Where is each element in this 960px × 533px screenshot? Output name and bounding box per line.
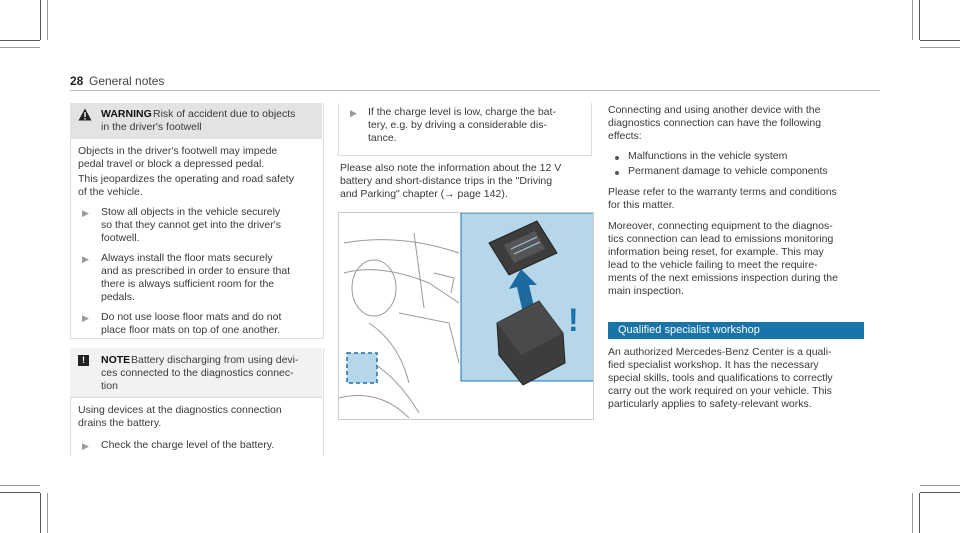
warning-step-line: place floor mats on top of one another. <box>101 324 281 336</box>
section-heading: Qualified specialist workshop <box>608 322 864 339</box>
warning-body-line: Objects in the driver's footwell may impede <box>78 145 278 157</box>
warning-head-line: in the driver's footwell <box>101 121 202 133</box>
warning-body-line: pedal travel or block a depressed pedal. <box>78 158 265 170</box>
crop-mark <box>47 0 48 40</box>
highlight-marker <box>347 353 377 383</box>
crop-mark <box>920 485 960 486</box>
tip-line: tery, e.g. by driving a considerable dis- <box>368 119 547 131</box>
note-label: NOTE <box>101 354 131 366</box>
crop-mark <box>0 47 40 48</box>
note-head-line: ces connected to the diagnostics connec- <box>101 367 294 379</box>
note-step-line: Check the charge level of the battery. <box>101 439 275 451</box>
crop-mark <box>0 492 40 493</box>
step-arrow-icon: ▶ <box>82 441 89 451</box>
warning-step-line: so that they cannot get into the driver's <box>101 219 282 231</box>
page-reference-link[interactable]: and Parking" chapter (→ page 142). <box>340 188 508 200</box>
note-body-line: drains the battery. <box>78 417 162 429</box>
warning-step-line: Always install the floor mats securely <box>101 252 273 264</box>
crop-mark <box>920 47 960 48</box>
warning-step-line: Do not use loose floor mats and do not <box>101 311 282 323</box>
note-head-line: Battery discharging from using devi- <box>131 354 299 366</box>
right-bullet-item: Permanent damage to vehicle components <box>628 165 828 177</box>
bullet-icon <box>615 171 619 175</box>
right-para-line: ments of the next emissions inspection during the <box>608 272 838 284</box>
warning-step-line: Stow all objects in the vehicle securely <box>101 206 281 218</box>
crop-mark <box>0 485 40 486</box>
section-body-line: fied specialist workshop. It has the necessary <box>608 359 819 371</box>
note-body-line: Using devices at the diagnostics connection <box>78 404 282 416</box>
warning-body-line: This jeopardizes the operating and road safety <box>78 173 294 185</box>
warning-step-line: and as prescribed in order to ensure that <box>101 265 291 277</box>
right-para-line: information being reset, for example. This may <box>608 246 824 258</box>
warning-label: WARNING <box>101 108 152 120</box>
header-rule <box>70 90 880 91</box>
exclamation-icon: ! <box>78 355 89 366</box>
section-body-line: particularly applies to safety-relevant works. <box>608 398 812 410</box>
middle-text-line: Please also note the information about the 12 V <box>340 162 562 174</box>
warning-step-line: pedals. <box>101 291 135 303</box>
car-interior-illustration <box>339 213 594 420</box>
figure-exclamation: ! <box>568 302 579 338</box>
warning-step-line: footwell. <box>101 232 140 244</box>
right-para-line: for this matter. <box>608 199 675 211</box>
crop-mark <box>919 0 920 40</box>
crop-mark <box>912 493 913 533</box>
right-intro-line: effects: <box>608 130 642 142</box>
crop-mark <box>920 492 960 493</box>
right-intro-line: Connecting and using another device with the <box>608 104 821 116</box>
right-para-line: tics connection can lead to emissions monitoring <box>608 233 834 245</box>
crop-mark <box>920 40 960 41</box>
right-intro-line: diagnostics connection can have the following <box>608 117 822 129</box>
obd-connector-figure <box>338 212 594 420</box>
step-arrow-icon: ▶ <box>82 313 89 323</box>
warning-body-line: of the vehicle. <box>78 186 143 198</box>
step-arrow-icon: ▶ <box>82 254 89 264</box>
note-head-line: tion <box>101 380 118 392</box>
page-title: General notes <box>89 74 165 88</box>
step-arrow-icon: ▶ <box>350 108 357 118</box>
right-para-line: lead to the vehicle failing to meet the require- <box>608 259 818 271</box>
crop-mark <box>912 0 913 40</box>
crop-mark <box>40 0 41 40</box>
crop-mark <box>919 493 920 533</box>
crop-mark <box>40 493 41 533</box>
warning-head-line: Risk of accident due to objects <box>153 108 296 120</box>
right-bullet-item: Malfunctions in the vehicle system <box>628 150 788 162</box>
right-para-line: main inspection. <box>608 285 684 297</box>
page-number: 28 <box>70 74 84 88</box>
tip-line: If the charge level is low, charge the bat- <box>368 106 556 118</box>
middle-text-line: battery and short-distance trips in the "Driving <box>340 175 553 187</box>
section-body-line: carry out the work required on your vehicle. This <box>608 385 832 397</box>
section-body-line: special skills, tools and qualifications to correctly <box>608 372 833 384</box>
bullet-icon <box>615 156 619 160</box>
crop-mark <box>0 40 40 41</box>
right-para-line: Moreover, connecting equipment to the diagnos- <box>608 220 833 232</box>
tip-line: tance. <box>368 132 397 144</box>
section-body-line: An authorized Mercedes-Benz Center is a quali- <box>608 346 832 358</box>
step-arrow-icon: ▶ <box>82 208 89 218</box>
right-para-line: Please refer to the warranty terms and conditions <box>608 186 837 198</box>
warning-step-line: there is always sufficient room for the <box>101 278 275 290</box>
crop-mark <box>47 493 48 533</box>
warning-triangle-icon <box>78 108 92 121</box>
